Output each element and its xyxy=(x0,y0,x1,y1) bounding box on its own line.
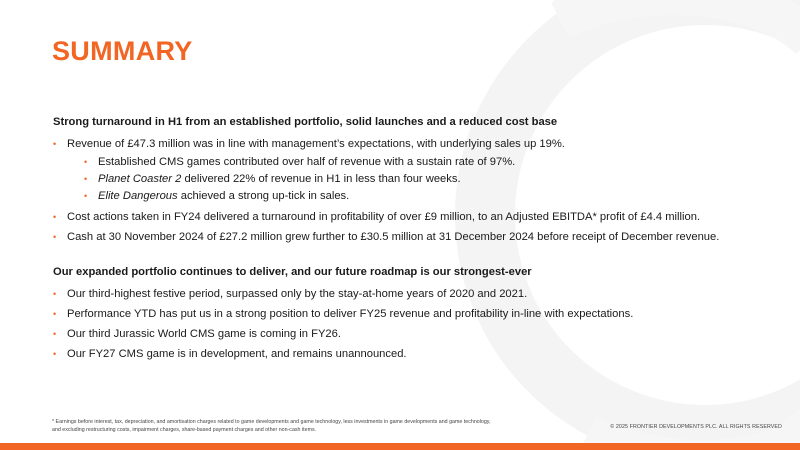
bullet-icon: • xyxy=(53,349,57,359)
bottom-accent-bar xyxy=(0,443,800,450)
slide-title: SUMMARY xyxy=(52,36,193,66)
bullet-icon: • xyxy=(53,289,57,299)
bullet-icon: • xyxy=(53,232,57,242)
footnote: * Earnings before interest, tax, depreciation, and amortisation charges related to game developments and game technology, less investments in game developments and game technology, and excluding restructuring costs, impairment charges, share-based payment charges and other non-cash items. xyxy=(52,419,491,433)
list-item: • Our FY27 CMS game is in development, and remains unannounced. xyxy=(53,348,407,360)
game-title: Planet Coaster 2 xyxy=(98,173,182,185)
game-title: Elite Dangerous xyxy=(98,190,178,202)
bullet-icon: • xyxy=(53,212,57,222)
list-item: • Our third-highest festive period, surpassed only by the stay-at-home years of 2020 and 2021. xyxy=(53,288,528,300)
portfolio-list xyxy=(53,287,753,361)
summary-content xyxy=(53,116,753,367)
bullet-icon: • xyxy=(84,191,88,201)
list-item: • Cash at 30 November 2024 of £27.2 million grew further to £30.5 million at 31 December 2024 before receipt of December revenue. xyxy=(53,231,720,243)
turnaround-list xyxy=(53,137,753,244)
sub-list-item: • Established CMS games contributed over half of revenue with a sustain rate of 97%. xyxy=(84,156,516,168)
list-item: • Revenue of £47.3 million was in line with management’s expectations, with underlying sales up 19%. xyxy=(53,138,565,150)
list-item: • Our third Jurassic World CMS game is coming in FY26. xyxy=(53,328,341,340)
bullet-icon: • xyxy=(53,309,57,319)
bullet-icon: • xyxy=(84,157,88,167)
copyright-notice: © 2025 FRONTIER DEVELOPMENTS PLC. ALL RIGHTS RESERVED xyxy=(610,424,782,430)
bullet-icon: • xyxy=(53,329,57,339)
section-heading-turnaround: Strong turnaround in H1 from an established portfolio, solid launches and a reduced cost base xyxy=(53,116,558,128)
sub-list-item: • Elite Dangerous achieved a strong up-tick in sales. xyxy=(84,190,350,202)
bullet-icon: • xyxy=(84,174,88,184)
sub-list-item: • Planet Coaster 2 delivered 22% of revenue in H1 in less than four weeks. xyxy=(84,173,461,185)
section-heading-portfolio: Our expanded portfolio continues to deliver, and our future roadmap is our strongest-ever xyxy=(53,266,532,278)
bullet-icon: • xyxy=(53,139,57,149)
list-item: • Performance YTD has put us in a strong position to deliver FY25 revenue and profitability in-line with expectations. xyxy=(53,308,634,320)
list-item: • Cost actions taken in FY24 delivered a turnaround in profitability of over £9 million, to an Adjusted EBITDA* profit of £4.4 million. xyxy=(53,211,701,223)
